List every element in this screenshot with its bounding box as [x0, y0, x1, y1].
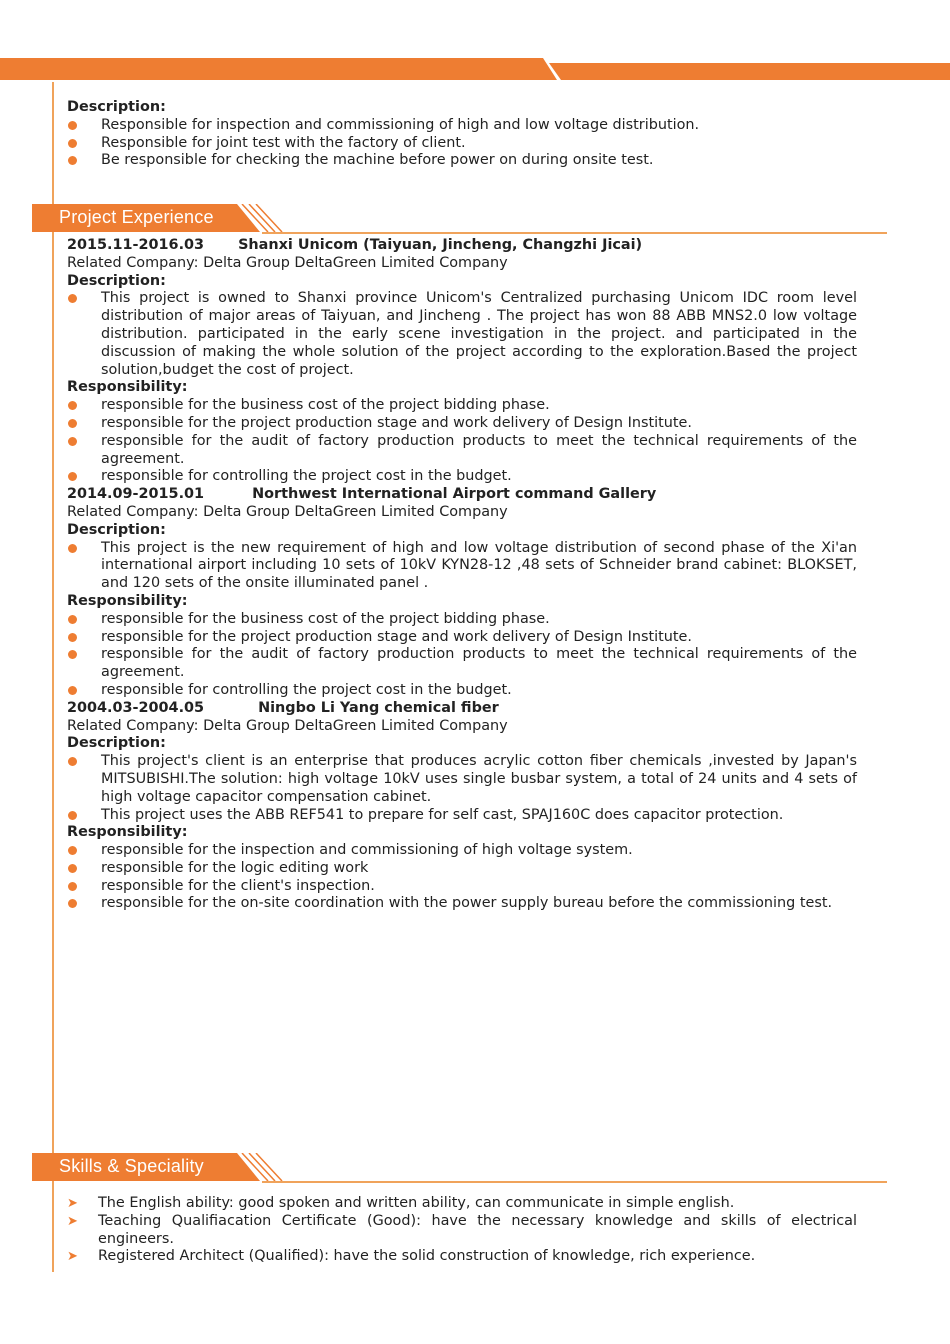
related-company: Related Company: Delta Group DeltaGreen Limited Company	[67, 503, 508, 520]
skills-block	[67, 1195, 857, 1266]
description-label: Description:	[67, 735, 166, 752]
description-label: Description:	[67, 272, 166, 289]
list-item: This project's client is an enterprise that produces acrylic cotton fiber chemicals ,invested by Japan's MITSUBISHI.The solution: high voltage 10kV uses single busbar system, a total of 24 units and 4 sets of high voltage capacitor compensation cabinet.	[67, 753, 857, 806]
project-experience-header	[32, 204, 887, 234]
list-item: responsible for the inspection and commissioning of high voltage system.	[67, 842, 857, 860]
bullet-icon	[68, 757, 77, 766]
list-item: responsible for controlling the project cost in the budget.	[67, 468, 857, 486]
bullet-icon	[68, 615, 77, 624]
list-item: This project is owned to Shanxi province Unicom's Centralized purchasing Unicom IDC room level distribution of major areas of Taiyuan, and Jincheng . The project has won 88 ABB MNS2.0 low voltage distribution. participated in the early scene investigation in the project. and participated in the discussion of making the whole solution of the project according to the exploration.Based the project solution,budget the cost of project.	[67, 290, 857, 379]
arrow-bullet-icon: ➤	[67, 1213, 78, 1229]
project-date: 2015.11-2016.03	[67, 237, 205, 253]
list-item: This project uses the ABB REF541 to prepare for self cast, SPAJ160C does capacitor protection.	[67, 807, 857, 825]
list-item: responsible for controlling the project cost in the budget.	[67, 682, 857, 700]
section-title: Skills & Speciality	[59, 1156, 204, 1176]
projects-block	[67, 237, 857, 913]
bullet-icon	[68, 472, 77, 481]
intro-list	[67, 117, 857, 170]
skills-header	[32, 1153, 887, 1183]
project-entry	[67, 700, 857, 914]
list-item: responsible for the audit of factory production products to meet the technical requirements of the agreement.	[67, 646, 857, 682]
responsibility-label: Responsibility:	[67, 592, 188, 609]
responsibility-label: Responsibility:	[67, 379, 188, 396]
list-item: responsible for the on-site coordination with the power supply bureau before the commissioning test.	[67, 895, 857, 913]
list-item: responsible for the audit of factory production products to meet the technical requirements of the agreement.	[67, 433, 857, 469]
list-item: This project is the new requirement of high and low voltage distribution of second phase of the Xi'an international airport including 10 sets of 10kV KYN28-12 ,48 sets of Schneider brand cabinet: BLOKSET, and 120 sets of the onsite illuminated panel .	[67, 540, 857, 593]
bullet-icon	[68, 401, 77, 410]
related-company: Related Company: Delta Group DeltaGreen Limited Company	[67, 717, 508, 734]
bullet-icon	[68, 846, 77, 855]
bullet-icon	[68, 139, 77, 148]
project-name: Northwest International Airport command Gallery	[252, 486, 657, 503]
bullet-icon	[68, 437, 77, 446]
arrow-bullet-icon: ➤	[67, 1196, 78, 1211]
responsibility-label: Responsibility:	[67, 824, 188, 841]
bullet-icon	[68, 121, 77, 130]
list-item: Responsible for inspection and commissioning of high and low voltage distribution.	[67, 117, 857, 135]
related-company: Related Company: Delta Group DeltaGreen Limited Company	[67, 254, 508, 271]
project-name: Ningbo Li Yang chemical fiber	[258, 699, 499, 716]
list-item: responsible for the project production stage and work delivery of Design Institute.	[67, 629, 857, 647]
list-item: responsible for the project production stage and work delivery of Design Institute.	[67, 415, 857, 433]
bullet-icon	[68, 633, 77, 642]
list-item: Responsible for joint test with the factory of client.	[67, 135, 857, 153]
project-entry	[67, 237, 857, 486]
description-label: Description:	[67, 521, 166, 538]
list-item: ➤ Registered Architect (Qualified): have the solid construction of knowledge, rich experience.	[67, 1248, 756, 1265]
project-name: Shanxi Unicom (Taiyuan, Jincheng, Changzhi Jicai)	[238, 237, 643, 253]
list-item: responsible for the client's inspection.	[67, 878, 857, 896]
bullet-icon	[68, 419, 77, 428]
bullet-icon	[68, 650, 77, 659]
arrow-bullet-icon: ➤	[67, 1249, 78, 1265]
left-timeline-line	[52, 82, 54, 1272]
project-entry	[67, 486, 857, 700]
list-item: responsible for the business cost of the project bidding phase.	[67, 611, 857, 629]
project-date: 2014.09-2015.01	[67, 486, 205, 503]
bullet-icon	[68, 811, 77, 820]
project-date: 2004.03-2004.05	[67, 699, 205, 716]
bullet-icon	[68, 294, 77, 303]
bullet-icon	[68, 882, 77, 891]
list-item: ➤ The English ability: good spoken and written ability, can communicate in simple english.	[67, 1195, 735, 1211]
section-title: Project Experience	[59, 207, 214, 227]
section-rule	[262, 232, 887, 234]
top-header-band	[0, 0, 950, 82]
bullet-icon	[68, 544, 77, 553]
bullet-icon	[68, 686, 77, 695]
description-label: Description:	[67, 99, 166, 115]
section-rule	[262, 1181, 887, 1183]
bullet-icon	[68, 899, 77, 908]
intro-block	[67, 99, 857, 170]
list-item: Be responsible for checking the machine before power on during onsite test.	[67, 152, 857, 170]
list-item: responsible for the business cost of the project bidding phase.	[67, 397, 857, 415]
bullet-icon	[68, 156, 77, 165]
list-item: ➤ Teaching Qualifiacation Certificate (Good): have the necessary knowledge and skills of electrical engineers.	[67, 1212, 857, 1247]
list-item: responsible for the logic editing work	[67, 860, 857, 878]
bullet-icon	[68, 864, 77, 873]
